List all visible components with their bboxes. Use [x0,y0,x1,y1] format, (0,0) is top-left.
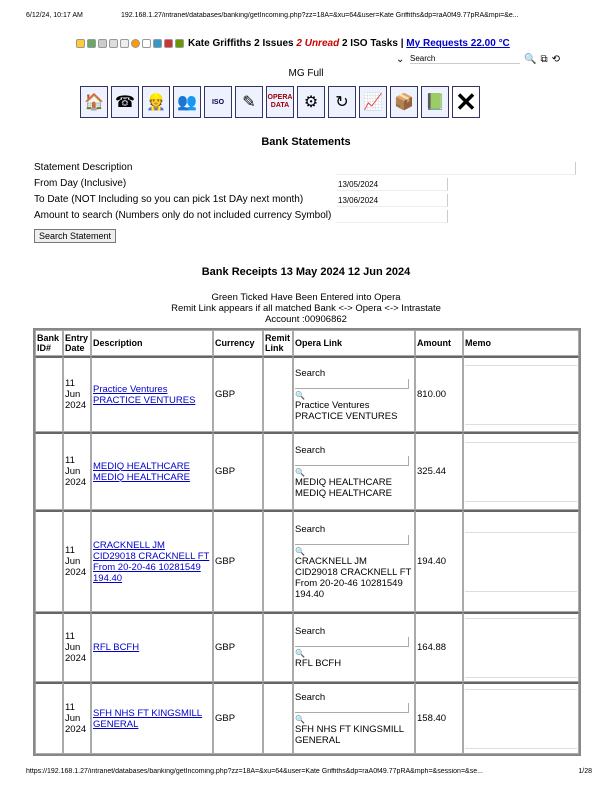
toolbar-mini-icons [76,39,184,48]
memo-cell[interactable] [463,510,579,612]
unread-count[interactable]: 2 Unread [296,37,340,49]
refresh-icon[interactable]: ⟲ [551,53,560,65]
footer-url: https://192.168.1.27/intranet/databases/banking/getIncoming.php?zz=18A=&xu=64&user=Kate Griffiths&dp=raA0f49.77pRA&mph=&session=&se... [26,768,483,775]
description-cell [91,612,213,682]
bank-id-cell [35,510,63,612]
globe-icon[interactable] [87,39,96,48]
user-name: Kate Griffiths [188,37,252,49]
print-footer [26,768,592,775]
table-row [35,612,579,682]
gear-icon[interactable] [98,39,107,48]
amount-label: Amount to search (Numbers only do not included currency Symbol) [34,210,332,221]
book-icon[interactable]: 📗 [421,86,449,118]
col-bank-id: Bank ID# [35,330,63,356]
statement-description-label: Statement Description [34,162,133,173]
entry-date-cell: 11 Jun 2024 [63,432,91,510]
to-date-label: To Date (NOT Including so you can pick 1st DAy next month) [34,194,304,205]
external-link-icon[interactable]: ⧉ [540,53,548,65]
opera-search-label: Search [295,367,326,379]
opera-link-cell: Search 🔍 SFH NHS FT KINGSMILL GENERAL [293,682,415,754]
col-currency: Currency [213,330,263,356]
opera-search-label: Search [295,626,326,637]
description-cell [91,356,213,432]
info-line-1: Green Ticked Have Been Entered into Opera [211,292,401,303]
entry-date-cell: 11 Jun 2024 [63,356,91,432]
bank-id-cell [35,432,63,510]
star-icon[interactable] [76,39,85,48]
account-number: Account :00906862 [265,314,347,325]
print-header [26,12,592,24]
col-opera-link: Opera Link [293,330,415,356]
bank-id-cell [35,612,63,682]
opera-search-input[interactable] [295,456,409,466]
site-title: MG Full [288,68,324,79]
opera-search-input[interactable] [295,637,409,647]
table-row [35,510,579,612]
entry-date-cell: 11 Jun 2024 [63,612,91,682]
description-link[interactable]: MEDIQ HEALTHCARE MEDIQ HEALTHCARE [93,460,190,483]
amount-field[interactable] [336,210,448,223]
opera-search-input[interactable] [295,535,409,545]
opera-link-cell: Search 🔍 RFL BCFH [293,612,415,682]
description-cell [91,510,213,612]
statement-description-field[interactable] [336,162,576,175]
description-link[interactable]: CRACKNELL JM CID29018 CRACKNELL FT From 20-20-46 10281549 194.40 [93,539,210,584]
users-icon[interactable]: 👥 [173,86,201,118]
entry-date-cell: 11 Jun 2024 [63,510,91,612]
amount-cell: 194.40 [415,510,463,612]
amount-cell: 164.88 [415,612,463,682]
opera-link-cell: Search 🔍 Practice Ventures PRACTICE VENTURES [293,356,415,432]
from-day-label: From Day (Inclusive) [34,178,127,189]
worker-icon[interactable]: 👷 [142,86,170,118]
search-bar [300,52,580,66]
table-header-row [35,330,579,356]
table-row [35,432,579,510]
amount-cell: 810.00 [415,356,463,432]
lock-icon[interactable] [175,39,184,48]
refresh-icon[interactable]: ↻ [328,86,356,118]
search-icon[interactable]: 🔍 [295,390,305,400]
opera-search-label: Search [295,444,326,456]
statement-form [34,162,579,243]
description-cell [91,432,213,510]
search-icon[interactable]: 🔍 [524,53,537,65]
from-day-field[interactable]: 13/05/2024 [336,178,448,191]
description-link[interactable]: Practice Ventures PRACTICE VENTURES [93,383,196,406]
description-link[interactable]: RFL BCFH [93,642,140,653]
remit-link-cell [263,510,293,612]
description-link[interactable]: SFH NHS FT KINGSMILL GENERAL [93,707,203,730]
col-entry-date: Entry Date [63,330,91,356]
currency-cell: GBP [213,510,263,612]
opera-link-cell: Search 🔍 MEDIQ HEALTHCARE MEDIQ HEALTHCARE [293,432,415,510]
smiley-icon[interactable] [131,39,140,48]
receipts-table [33,328,581,756]
receipts-title: Bank Receipts 13 May 2024 12 Jun 2024 [201,266,411,278]
description-cell [91,682,213,754]
user-bar [76,36,576,50]
opera-search-label: Search [295,523,326,535]
pencil-icon[interactable]: ✎ [235,86,263,118]
remit-link-cell [263,682,293,754]
remit-link-cell [263,356,293,432]
close-icon[interactable]: ✕ [452,86,480,118]
col-amount: Amount [415,330,463,356]
info-line-2: Remit Link appears if all matched Bank <-> Opera <-> Intrastate [171,303,441,314]
chart-icon[interactable]: 📈 [359,86,387,118]
col-description: Description [91,330,213,356]
search-icon[interactable]: 🔍 [295,714,305,724]
bank-id-cell [35,356,63,432]
currency-cell: GBP [213,356,263,432]
my-requests-link[interactable]: My Requests 22.00 °C [406,37,510,49]
table-row [35,356,579,432]
settings-icon[interactable]: ⚙ [297,86,325,118]
to-date-field[interactable]: 13/06/2024 [336,194,448,207]
issues-count[interactable]: 2 Issues [254,37,294,49]
page-number: 1/28 [578,768,592,775]
opera-search-input[interactable] [295,379,409,389]
iso-icon[interactable]: ISO [204,86,232,118]
currency-cell: GBP [213,432,263,510]
currency-cell: GBP [213,682,263,754]
remit-link-cell [263,612,293,682]
memo-cell[interactable] [463,612,579,682]
col-remit-link: Remit Link [263,330,293,356]
home-icon[interactable]: 🏠 [80,86,108,118]
amount-cell: 158.40 [415,682,463,754]
receipts-info [0,292,612,325]
phone-icon[interactable]: ☎ [111,86,139,118]
table-row [35,682,579,754]
copy-icon[interactable] [120,39,129,48]
search-icon[interactable]: 🔍 [295,649,305,658]
phone-icon[interactable] [153,39,162,48]
amount-cell: 325.44 [415,432,463,510]
opera-data-icon[interactable]: OPERA DATA [266,86,294,118]
main-nav [80,86,480,118]
remit-link-cell [263,432,293,510]
iso-tasks[interactable]: 2 ISO Tasks | [341,37,404,49]
memo-cell[interactable] [463,356,579,432]
memo-cell[interactable] [463,432,579,510]
col-memo: Memo [463,330,579,356]
calendar-icon[interactable] [109,39,118,48]
search-statement-button[interactable]: Search Statement [34,229,116,243]
currency-cell: GBP [213,612,263,682]
memo-cell[interactable] [463,682,579,754]
box-icon[interactable]: 📦 [390,86,418,118]
pdf-icon[interactable] [164,39,173,48]
bank-id-cell [35,682,63,754]
opera-link-cell: Search 🔍 CRACKNELL JM CID29018 CRACKNELL FT From 20-20-46 10281549 194.40 [293,510,415,612]
print-url: 192.168.1.27/intranet/databases/banking/getIncoming.php?zz=18A=&xu=64&user=Kate Griffiths&dp=raA0f49.77pRA&mpi=&e... [121,12,519,19]
print-timestamp: 6/12/24, 10:17 AM [26,12,83,19]
search-icon[interactable]: 🔍 [295,467,305,477]
search-icon[interactable]: 🔍 [295,546,305,556]
page-title: Bank Statements [261,136,351,148]
entry-date-cell: 11 Jun 2024 [63,682,91,754]
chevron-down-icon[interactable]: ⌄ [396,53,405,65]
opera-search-label: Search [295,691,326,703]
wifi-icon[interactable] [142,39,151,48]
opera-search-input[interactable] [295,703,409,713]
search-input[interactable]: Search [410,54,520,64]
